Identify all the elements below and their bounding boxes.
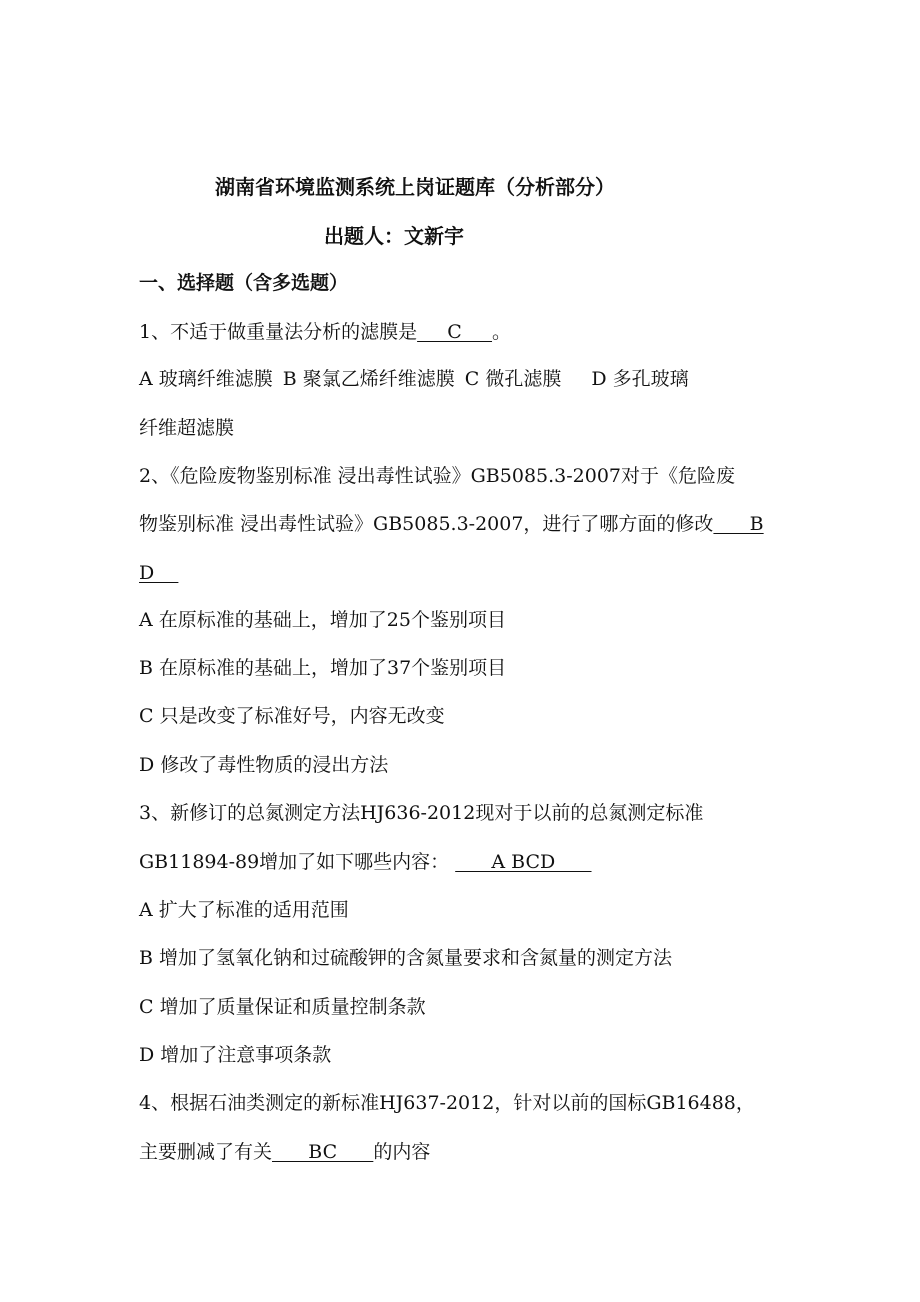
section-heading: 一、选择题（含多选题） <box>139 272 349 294</box>
question-2-option-c: C 只是改变了标准好号，内容无改变 <box>139 705 445 727</box>
document-title: 湖南省环境监测系统上岗证题库（分析部分） <box>215 175 615 199</box>
question-1-stem <box>139 320 511 344</box>
question-3-option-c: C 增加了质量保证和质量控制条款 <box>139 996 426 1018</box>
question-1-option-b: B 聚氯乙烯纤维滤膜 <box>282 368 455 390</box>
question-1-option-d: D 多孔玻璃 <box>591 368 689 390</box>
question-1-option-c: C 微孔滤膜 <box>464 368 562 390</box>
document-author: 出题人：文新宇 <box>324 224 464 248</box>
question-2-option-d: D 修改了毒性物质的浸出方法 <box>139 754 389 776</box>
question-3-stem-line-1: 3、新修订的总氮测定方法HJ636-2012现对于以前的总氮测定标准 <box>139 802 704 824</box>
question-2-stem-line-3 <box>139 561 178 585</box>
question-4-stem-line-1: 4、根据石油类测定的新标准HJ637-2012，针对以前的国标GB16488， <box>139 1092 755 1114</box>
question-3-text: GB11894-89增加了如下哪些内容： <box>139 851 450 873</box>
question-3-option-a: A 扩大了标准的适用范围 <box>139 899 349 921</box>
question-3-answer-blank: A BCD <box>455 851 592 873</box>
question-2-text: 物鉴别标准 浸出毒性试验》GB5085.3-2007，进行了哪方面的修改 <box>139 513 714 535</box>
question-3-stem-line-2 <box>139 850 592 874</box>
question-4-answer-blank: BC <box>272 1141 374 1163</box>
question-4-text-end: 的内容 <box>373 1141 431 1163</box>
question-1-option-a: A 玻璃纤维滤膜 <box>139 368 273 390</box>
question-3-option-d: D 增加了注意事项条款 <box>139 1044 332 1066</box>
question-1-text-end: 。 <box>492 321 512 343</box>
question-2-option-b: B 在原标准的基础上，增加了37个鉴别项目 <box>139 657 507 679</box>
question-1-text: 1、不适于做重量法分析的滤膜是 <box>139 321 418 343</box>
question-2-answer-blank-continued: D <box>139 562 179 584</box>
question-2-option-a: A 在原标准的基础上，增加了25个鉴别项目 <box>139 609 506 631</box>
question-2-stem-line-2 <box>139 512 764 536</box>
question-4-text: 主要删减了有关 <box>139 1141 273 1163</box>
question-2-stem-line-1: 2、《危险废物鉴别标准 浸出毒性试验》GB5085.3-2007对于《危险废 <box>139 465 736 487</box>
question-4-stem-line-2 <box>139 1140 430 1164</box>
question-1-option-d-continued: 纤维超滤膜 <box>139 417 235 439</box>
question-1-answer-blank: C <box>417 321 493 343</box>
question-2-answer-blank: B <box>713 513 764 535</box>
question-1-options <box>139 367 689 391</box>
question-3-option-b: B 增加了氢氧化钠和过硫酸钾的含氮量要求和含氮量的测定方法 <box>139 947 673 969</box>
